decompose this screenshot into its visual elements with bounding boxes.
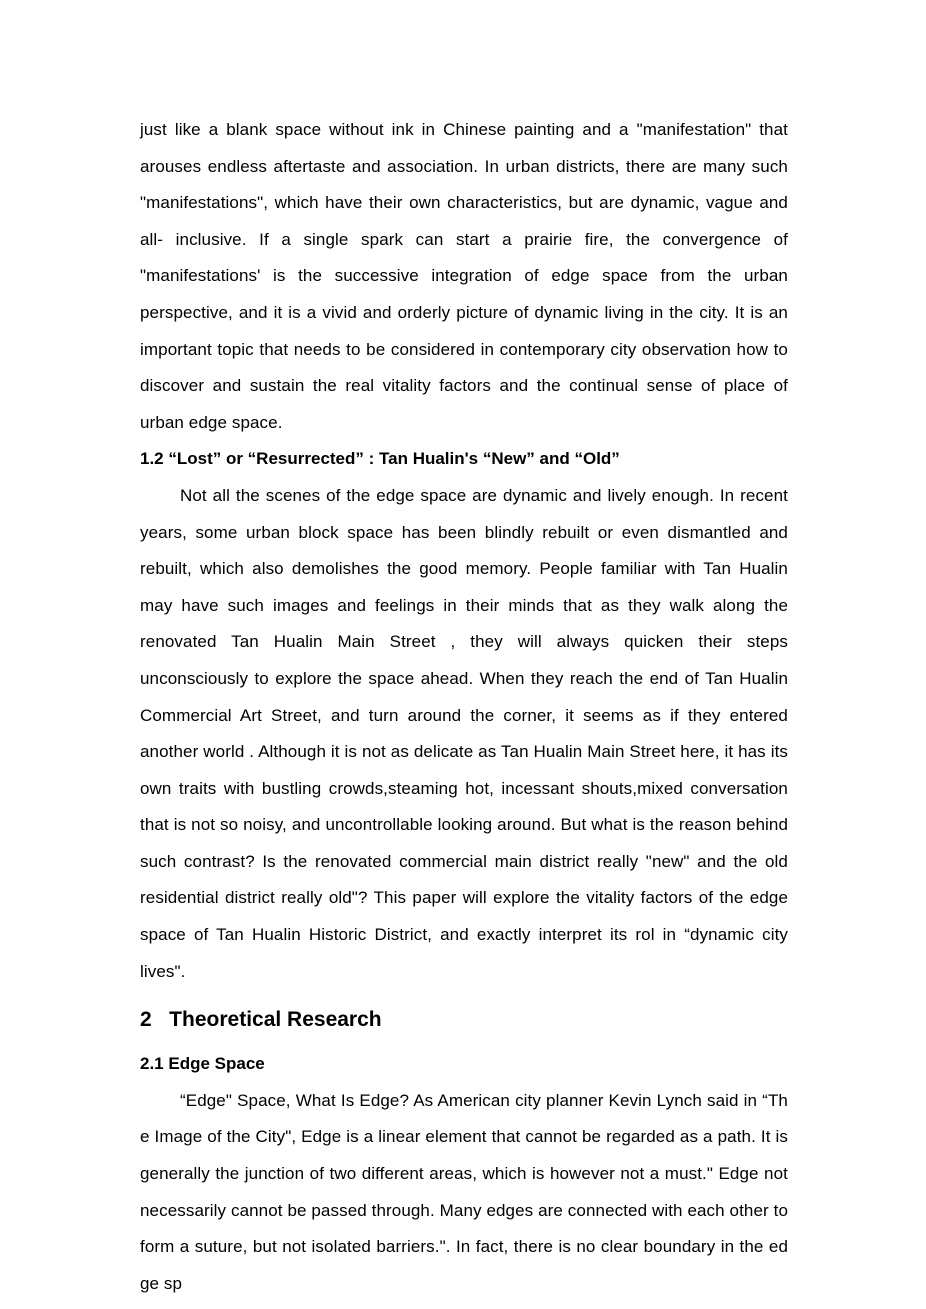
paragraph-tan-hualin-scenes: Not all the scenes of the edge space are dynamic and lively enough. In recent years, some urban block space has been blindly rebuilt or even dismantled and rebuilt, which also demolishes the good memory. People familiar with Tan Hualin may have such images and feelings in their minds that as they walk along the renovated Tan Hualin Main Street , they will always quicken their steps unconsciously to explore the space ahead. When they reach the end of Tan Hualin Commercial Art Street, and turn around the corner, it seems as if they entered another world . Although it is not as delicate as Tan Hualin Main Street here, it has its own traits with bustling crowds,steaming hot, incessant shouts,mixed conversation that is not so noisy, and uncontrollable looking around. But what is the reason behind such contrast? Is the renovated commercial main district really "new" and the old residential district really old"? This paper will explore the vitality factors of the edge space of Tan Hualin Historic District, and exactly interpret its rol in “dynamic city lives". [140, 485, 788, 981]
section-heading-2-theoretical-research: 2 Theoretical Research [140, 1008, 382, 1032]
section-heading-1-2-lost-or-resurrected: 1.2 “Lost” or “Resurrected” : Tan Hualin's “New” and “Old” [140, 449, 620, 469]
paragraph-edge-space-definition: “Edge" Space, What Is Edge? As American city planner Kevin Lynch said in “The Image of the City", Edge is a linear element that cannot be regarded as a path. It is generally the junction of two different areas, which is however not a must." Edge not necessarily cannot be passed through. Many edges are connected with each other to form a suture, but not isolated barriers.". In fact, there is no clear boundary in the edge sp [140, 1090, 788, 1293]
section-heading-2-1-edge-space: 2.1 Edge Space [140, 1054, 265, 1074]
paragraph-edge-space-intro-continuation: just like a blank space without ink in Chinese painting and a "manifestation" that arouses endless aftertaste and association. In urban districts, there are many such "manifestations", which have their own characteristics, but are dynamic, vague and all- inclusive. If a single spark can start a prairie fire, the convergence of "manifestations' is the successive integration of edge space from the urban perspective, and it is a vivid and orderly picture of dynamic living in the city. It is an important topic that needs to be considered in contemporary city observation how to discover and sustain the real vitality factors and the continual sense of place of urban edge space. [140, 120, 788, 432]
